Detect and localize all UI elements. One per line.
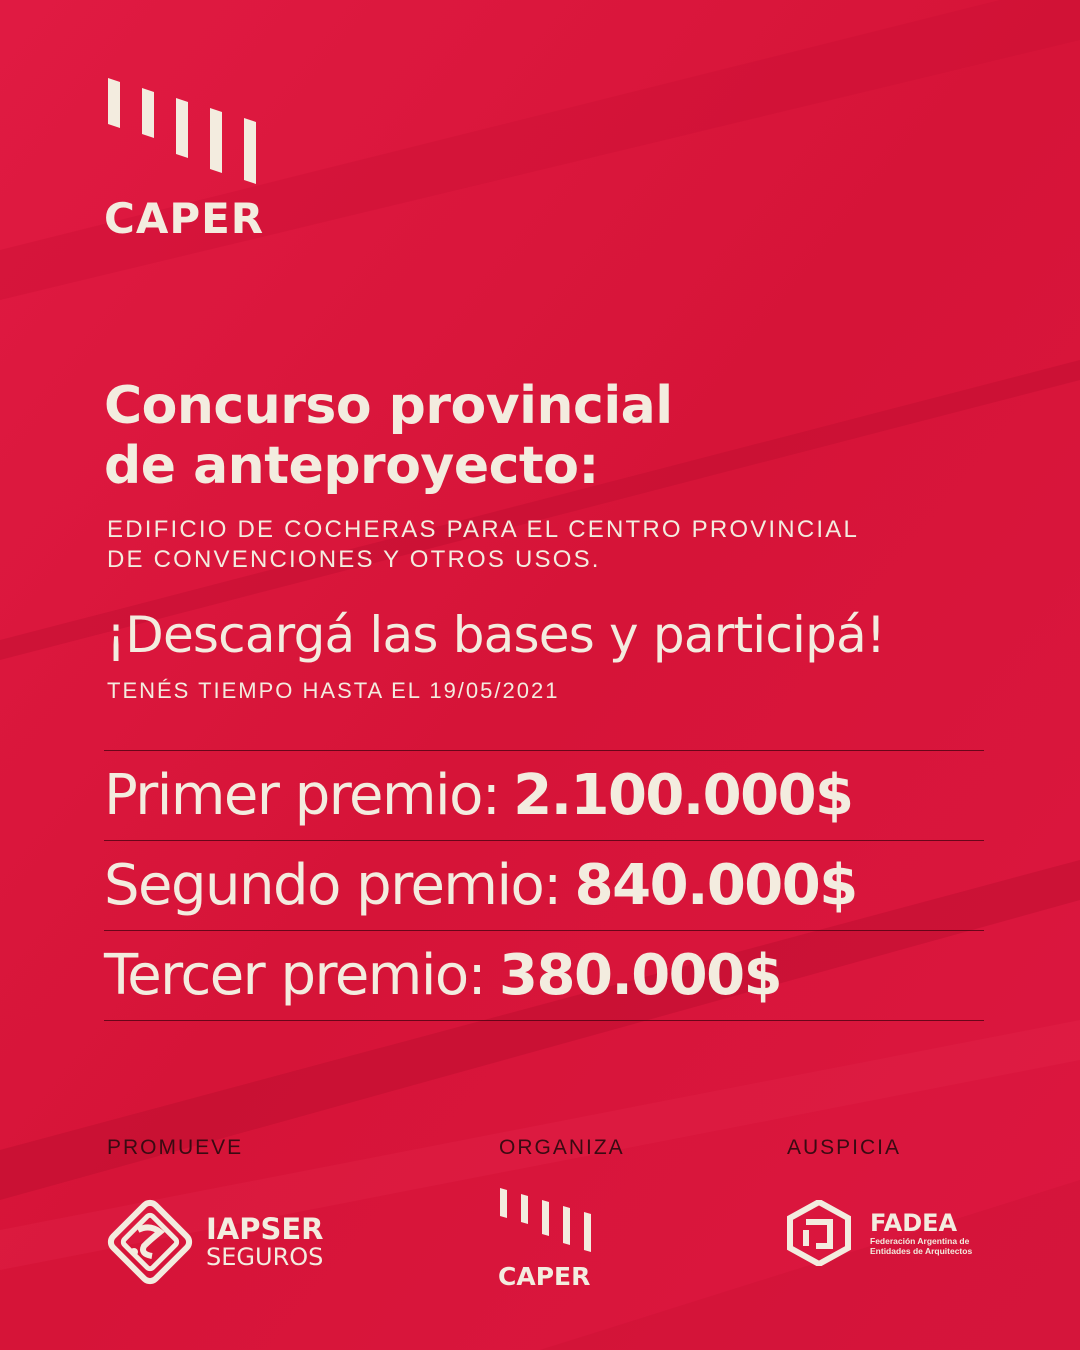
subtitle <box>107 515 859 575</box>
prize-row-second <box>104 841 984 931</box>
fadea-desc-line-2: Entidades de Arquitectos <box>870 1246 973 1256</box>
page-title <box>104 376 1004 496</box>
title-line-1: Concurso provincial <box>104 376 673 436</box>
iapser-sub: SEGUROS <box>206 1243 324 1271</box>
prize-value: 380.000$ <box>499 943 782 1008</box>
prize-row-first <box>104 751 984 841</box>
iapser-emblem-icon <box>104 1196 196 1288</box>
fadea-logo <box>786 1200 972 1266</box>
deadline-text: TENÉS TIEMPO HASTA EL 19/05/2021 <box>107 678 560 703</box>
caper-bars-icon <box>104 78 264 188</box>
prize-label: Tercer premio: <box>104 943 486 1008</box>
caper-logo <box>104 78 274 243</box>
caper-bars-icon <box>498 1188 598 1254</box>
subtitle-line-1: EDIFICIO DE COCHERAS PARA EL CENTRO PROVINCIAL <box>107 516 859 543</box>
caper-small-logo <box>498 1188 608 1289</box>
prize-list <box>104 750 984 1021</box>
prize-value: 840.000$ <box>574 853 857 918</box>
prize-row-third <box>104 931 984 1021</box>
auspicia-heading: AUSPICIA <box>787 1136 902 1159</box>
title-line-2: de anteproyecto: <box>104 436 599 496</box>
iapser-logo <box>104 1196 324 1288</box>
prize-label: Segundo premio: <box>104 853 561 918</box>
prize-label: Primer premio: <box>104 763 500 828</box>
call-to-action: ¡Descargá las bases y participá! <box>106 606 886 664</box>
iapser-name: IAPSER <box>206 1212 324 1246</box>
organiza-heading: ORGANIZA <box>499 1136 625 1159</box>
fadea-name: FADEA <box>870 1209 958 1237</box>
fadea-desc-line-1: Federación Argentina de <box>870 1236 970 1246</box>
caper-small-text: CAPER <box>498 1262 591 1291</box>
caper-logo-text: CAPER <box>104 194 265 243</box>
subtitle-line-2: DE CONVENCIONES Y OTROS USOS. <box>107 546 601 573</box>
prize-value: 2.100.000$ <box>513 763 853 828</box>
fadea-emblem-icon <box>786 1200 852 1266</box>
promueve-heading: PROMUEVE <box>107 1136 244 1159</box>
